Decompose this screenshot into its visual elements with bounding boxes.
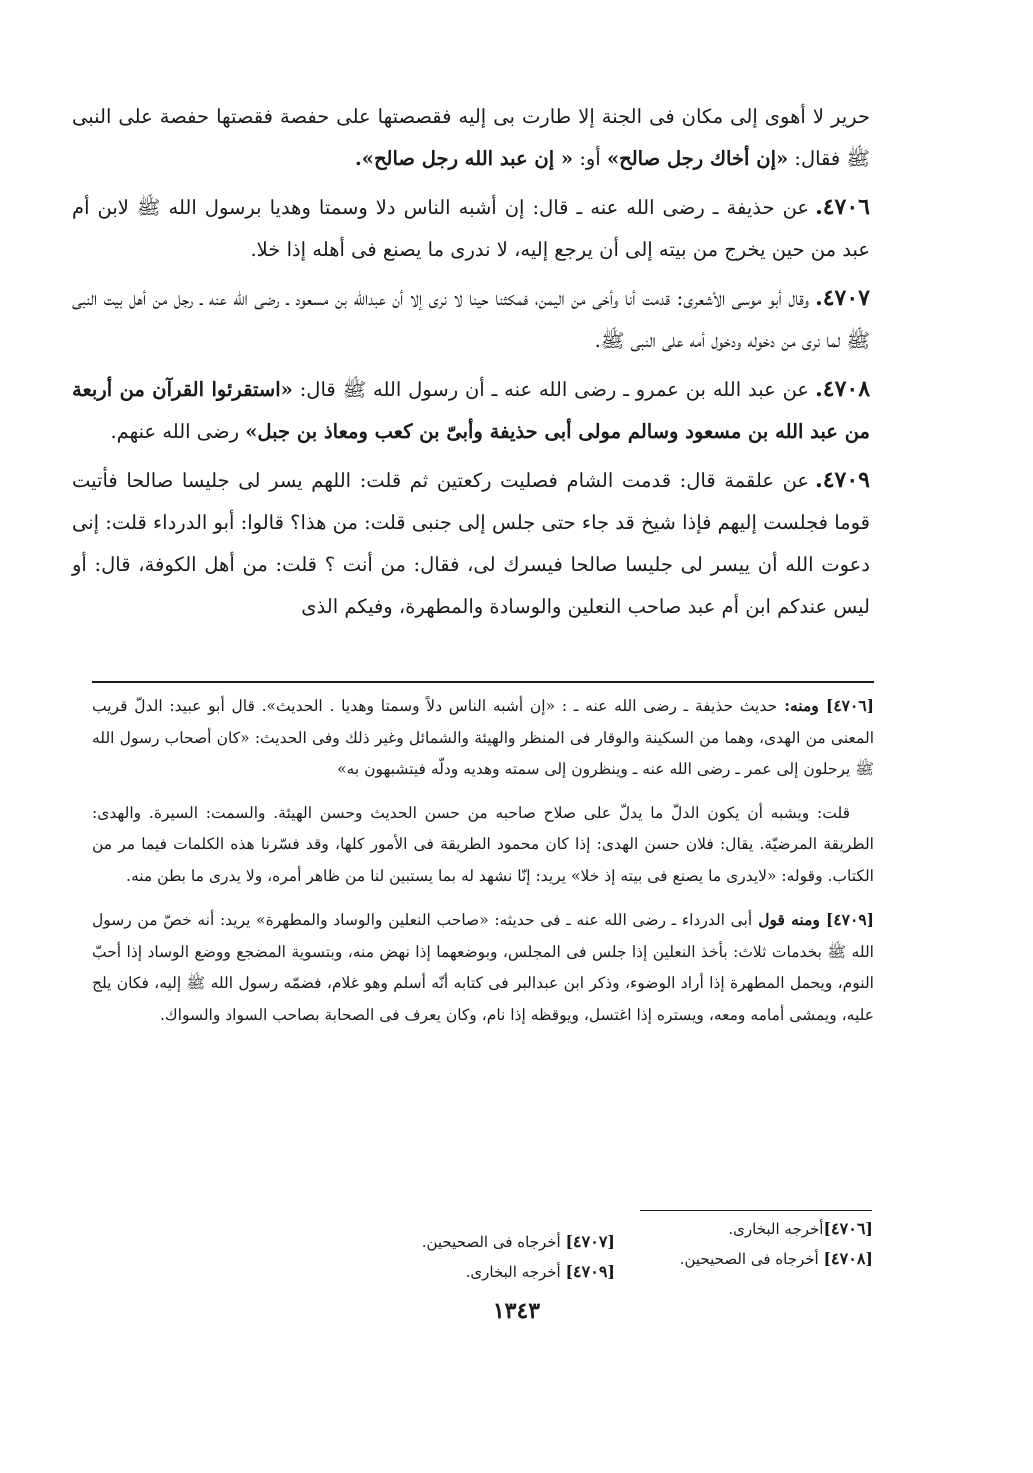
page-number: ١٣٤٣ — [492, 1298, 541, 1324]
hadith-text: عن علقمة قال: قدمت الشام فصليت ركعتين ثم قلت: اللهم يسر لى جليسا صالحا فأتيت قوما فجلست إليهم فإذا شيخ قد جاء حتى جلس إلى جنبى قلت: من هذا؟ قالوا: أبو الدرداء قلت: إنى دعوت الله أن ييسر لى جليسا صالحا فيسرك لى، فقال: من أنت ؟ قلت: من أهل الكوفة، قال: أو ليس عندكم ابن أم عبد صاحب النعلين والوسادة والمطهرة، وفيكم الذى — [72, 469, 870, 618]
prophet-quote: «استقرئوا القرآن من أربعة من عبد الله بن مسعود وسالم مولى أبى حذيفة وأبىّ بن كعب ومعاذ بن جبل» — [72, 378, 870, 443]
footnote-ref: [٤٧٠٩] — [565, 1262, 615, 1281]
paragraph-text: حرير لا أهوى إلى مكان فى الجنة إلا طارت بى إليه فقصصتها على حفصة فقصتها حفصة على النبى ﷺ فقال: — [72, 105, 870, 170]
hadith-number: ٤٧٠٧. — [815, 285, 870, 311]
prophet-quote: « إن عبد الله رجل صالح». — [354, 147, 574, 170]
footnote-ref: [٤٧٠٨] — [823, 1249, 873, 1268]
hadith-text: عن حذيفة ـ رضى الله عنه ـ قال: إن أشبه الناس دلا وسمتا وهديا برسول الله ﷺ لابن أم عبد من حين يخرج من بيته إلى أن يرجع إليه، لا ندرى ما يصنع فى أهله إذا خلا. — [72, 196, 870, 261]
hadith-text: وقال أبو موسى الأشعرى: قدمت أنا وأخى من اليمن، فمكثنا حينا لا نرى إلا أن عبدالله بن مسعود ـ رضى الله عنه ـ رجل من أهل بيت النبى ﷺ لما نرى من دخوله ودخول أمه على النبى ﷺ. — [72, 287, 870, 352]
footnote-text: أخرجه البخارى. — [465, 1263, 566, 1281]
note-ref: [٤٧٠٩] — [826, 910, 874, 929]
hadith-4706 — [72, 186, 870, 271]
main-text — [72, 96, 870, 634]
hadith-number: ٤٧٠٩. — [815, 467, 870, 493]
footnote-4707 — [422, 1229, 615, 1255]
footnote-4706 — [728, 1216, 873, 1242]
hadith-4707 — [72, 277, 870, 362]
hadith-text: عن عبد الله بن عمرو ـ رضى الله عنه ـ أن رسول الله ﷺ قال: — [292, 378, 810, 401]
footnote-4709 — [466, 1259, 615, 1285]
footnote-divider — [640, 1210, 872, 1211]
note-ref: [٤٧٠٦] — [826, 696, 874, 715]
footnote-text: أخرجاه فى الصحيحين. — [679, 1250, 824, 1268]
paragraph-text: أو: — [573, 147, 607, 170]
note-text: قلت: ويشبه أن يكون الدلّ ما يدلّ على صلاح صاحبه من حسن الحديث وحسن الهيئة. والسمت: السيرة. والهدى: الطريقة المرضيّة. يقال: فلان حسن الهدى: إذا كان محمود الطريقة فى الأمور كلها، وقد فسّرنا هذه الكلمات فيما مر من الكتاب. وقوله: «لايدرى ما يصنع فى بيته إذ خلا» يريد: إنّا نشهد له بما يستبين لنا من ظاهر أمره، ولا يدرى ما بطن منه. — [92, 803, 874, 885]
prophet-quote: «إن أخاك رجل صالح» — [606, 147, 789, 170]
hadith-number: ٤٧٠٨. — [815, 376, 871, 402]
hadith-4708 — [72, 368, 870, 453]
footnote-ref: [٤٧٠٧] — [565, 1232, 615, 1251]
hadith-4709 — [72, 459, 870, 628]
footnote-text: أخرجاه فى الصحيحين. — [421, 1233, 566, 1251]
footnote-text: أخرجه البخارى. — [728, 1220, 824, 1238]
note-lead: ومنه قول — [752, 910, 826, 929]
hadith-text: رضى الله عنهم. — [110, 420, 246, 443]
footnote-ref: [٤٧٠٦] — [823, 1219, 873, 1238]
note-lead: ومنه: — [777, 696, 826, 715]
note-text: أبى الدرداء ـ رضى الله عنه ـ فى حديثه: «صاحب النعلين والوساد والمطهرة» يريد: أنه خصّ من رسول الله ﷺ بخدمات ثلاث: بأخذ النعلين إذا جلس فى المجلس، وبوضعهما إذا نهض منه، وبتسوية المضجع ووضع الوساد إذا أحبّ النوم، ويحمل المطهرة إذا أراد الوضوء، وذكر ابن عبدالبر فى كتابه أنّه أسلم وهو غلام، فضمّه رسول الله ﷺ إليه، فكان يلج عليه، ويمشى أمامه ومعه، ويستره إذا اغتسل، ويوقظه إذا نام، وكان يعرف فى الصحابة بصاحب السواد والسواك. — [92, 911, 874, 1024]
commentary — [92, 690, 874, 1043]
commentary-note-explanation — [92, 798, 874, 893]
note-text: حديث حذيفة ـ رضى الله عنه ـ : «إن أشبه الناس دلاً وسمتا وهديا . الحديث». قال أبو عبيد: الدلّ قريب المعنى من الهدى، وهما من السكينة والوقار فى المنظر والهيئة والشمائل وغير ذلك وفى الحديث: «كان أصحاب رسول الله ﷺ يرحلون إلى عمر ـ رضى الله عنه ـ وينظرون إلى سمته وهديه ودلّه فيتشبهون به» — [92, 697, 874, 778]
footnote-4708 — [680, 1246, 873, 1272]
hadith-number: ٤٧٠٦. — [815, 194, 870, 220]
commentary-note-4709 — [92, 904, 874, 1031]
commentary-note-4706 — [92, 690, 874, 786]
commentary-divider — [92, 681, 874, 683]
paragraph-continuation — [72, 96, 870, 180]
